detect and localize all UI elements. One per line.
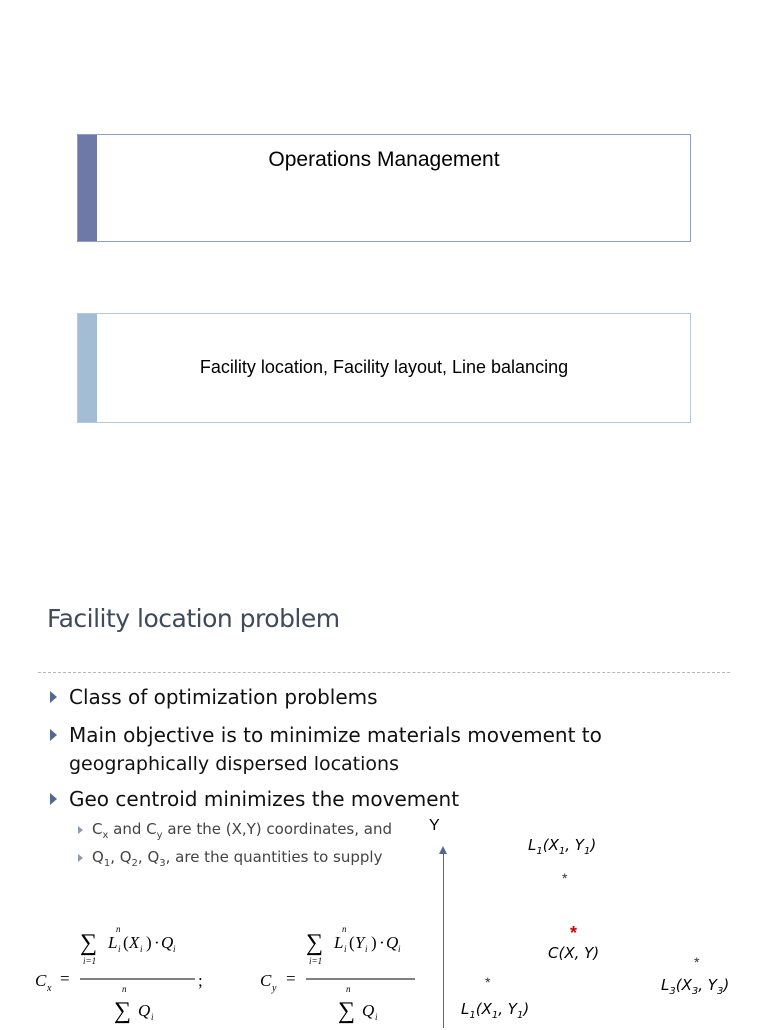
point-label-l3: $L_3(X_3$, $Y_3$)	[661, 976, 730, 997]
point-label-l1-top: $L_1(X_1$, $Y_1$)	[528, 836, 597, 857]
svg-text:L: L	[108, 933, 118, 952]
svg-text:n: n	[346, 984, 351, 994]
svg-text:n: n	[122, 984, 127, 994]
svg-text:i: i	[344, 944, 347, 954]
svg-text:Q: Q	[386, 933, 399, 952]
svg-text:∑: ∑	[80, 930, 98, 956]
centroid-marker: *	[570, 923, 578, 943]
svg-text:n: n	[342, 924, 347, 934]
slide-title: Operations Management	[268, 148, 500, 171]
svg-text:i: i	[140, 944, 143, 954]
svg-text:i: i	[151, 1012, 154, 1022]
svg-text:): )	[146, 933, 152, 952]
point-marker-l3: *	[694, 954, 700, 970]
svg-text:C: C	[260, 971, 272, 990]
svg-text:Q: Q	[362, 1001, 375, 1020]
bullet-item: Geo centroid minimizes the movement	[69, 787, 460, 811]
point-marker-l1-top: *	[562, 870, 568, 886]
sub-bullet-arrow-icon	[78, 854, 83, 862]
svg-text:y: y	[272, 983, 277, 994]
svg-text:i: i	[173, 944, 176, 954]
bullet-item: Class of optimization problems	[69, 685, 378, 709]
svg-text:i: i	[375, 1012, 378, 1022]
svg-text:i: i	[118, 944, 121, 954]
point-label-centroid: C(X, Y)	[548, 944, 600, 962]
svg-text:X: X	[129, 933, 140, 952]
svg-text:Q: Q	[161, 933, 174, 952]
svg-text:(: (	[123, 933, 129, 952]
bullet-item: Main objective is to minimize materials movement to	[69, 723, 602, 747]
svg-text:i=1: i=1	[83, 956, 97, 966]
svg-text:x: x	[47, 983, 52, 994]
bullet-arrow-icon	[50, 691, 57, 703]
sub-bullet-item: $Q_1$, $Q_2$, $Q_3$, are the quantities to supply	[92, 848, 383, 869]
svg-text:C: C	[35, 971, 47, 990]
svg-text:i=1: i=1	[309, 956, 323, 966]
title-box	[77, 134, 691, 242]
subtitle-box	[77, 313, 691, 423]
centroid-formulas	[30, 920, 470, 1030]
svg-text:∑: ∑	[114, 998, 132, 1024]
svg-text:i: i	[398, 944, 401, 954]
svg-text:(: (	[349, 933, 355, 952]
point-marker-l1-bottom: *	[485, 974, 491, 990]
bullet-arrow-icon	[50, 729, 57, 741]
svg-text:=: =	[60, 969, 70, 988]
svg-text:;: ;	[198, 971, 203, 990]
heading-divider	[38, 672, 730, 673]
svg-text:i: i	[365, 944, 368, 954]
svg-text:=: =	[286, 969, 296, 988]
svg-text:∑: ∑	[338, 998, 356, 1024]
slide-subtitle: Facility location, Facility layout, Line balancing	[199, 357, 569, 377]
svg-text:Q: Q	[138, 1001, 151, 1020]
svg-text:L: L	[334, 933, 344, 952]
section-heading: Facility location problem	[47, 604, 340, 633]
svg-text:): )	[371, 933, 377, 952]
svg-text:∑: ∑	[306, 930, 324, 956]
svg-text:Y: Y	[355, 933, 365, 952]
svg-text:·: ·	[154, 933, 160, 952]
svg-text:·: ·	[379, 933, 385, 952]
sub-bullet-item: $C_x$ and $C_y$ are the (X,Y) coordinates, and	[92, 820, 392, 841]
y-axis-label: Y	[429, 817, 440, 834]
svg-text:n: n	[116, 924, 121, 934]
bullet-item-continuation: geographically dispersed locations	[69, 753, 399, 775]
bullet-arrow-icon	[50, 793, 57, 805]
point-label-l1-bottom: $L_1(X_1$, $Y_1$)	[461, 1000, 530, 1021]
sub-bullet-arrow-icon	[78, 826, 83, 834]
